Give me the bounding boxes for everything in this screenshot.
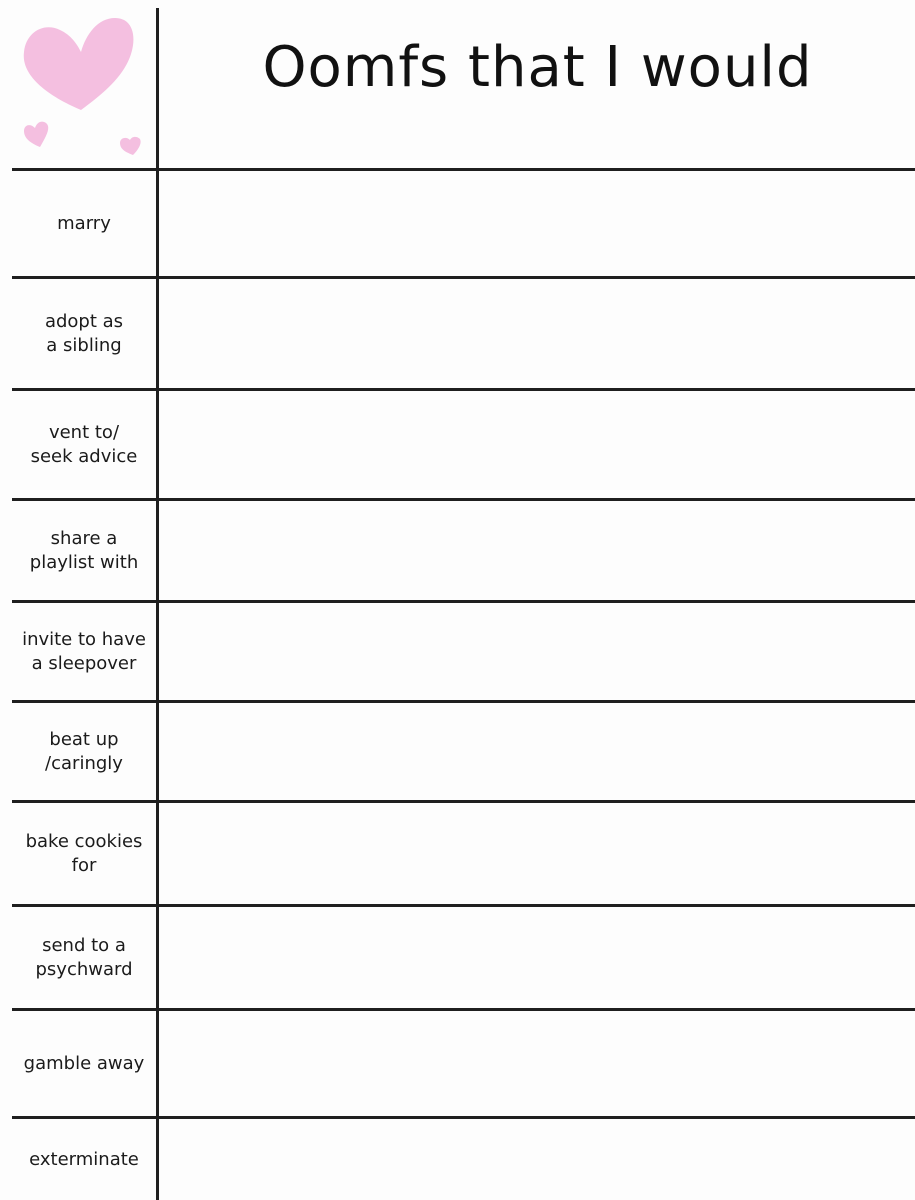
row-label-cell	[12, 603, 156, 700]
row-label: adopt as a sibling	[44, 310, 124, 356]
row-label: vent to/ seek advice	[30, 421, 138, 467]
row-label: invite to have a sleepover	[22, 628, 146, 674]
row-label-cell	[12, 501, 156, 600]
row-label: beat up /caringly	[45, 728, 123, 774]
row-label: send to a psychward	[35, 934, 133, 980]
row-label: exterminate	[29, 1148, 139, 1170]
row-label-cell	[12, 703, 156, 800]
hearts-icon	[16, 10, 156, 160]
row-label-cell	[12, 1011, 156, 1116]
column-divider	[156, 8, 159, 1200]
row-label: share a playlist with	[29, 527, 139, 573]
row-label-cell	[12, 803, 156, 904]
row-label-cell	[12, 279, 156, 388]
row-label-cell	[12, 1119, 156, 1200]
row-label: gamble away	[23, 1052, 145, 1074]
page-title: Oomfs that I would	[262, 35, 813, 100]
row-label-cell	[12, 171, 156, 276]
row-label-cell	[12, 907, 156, 1008]
row-label-cell	[12, 391, 156, 498]
row-label: bake cookies for	[25, 830, 143, 876]
row-label: marry	[57, 212, 111, 234]
